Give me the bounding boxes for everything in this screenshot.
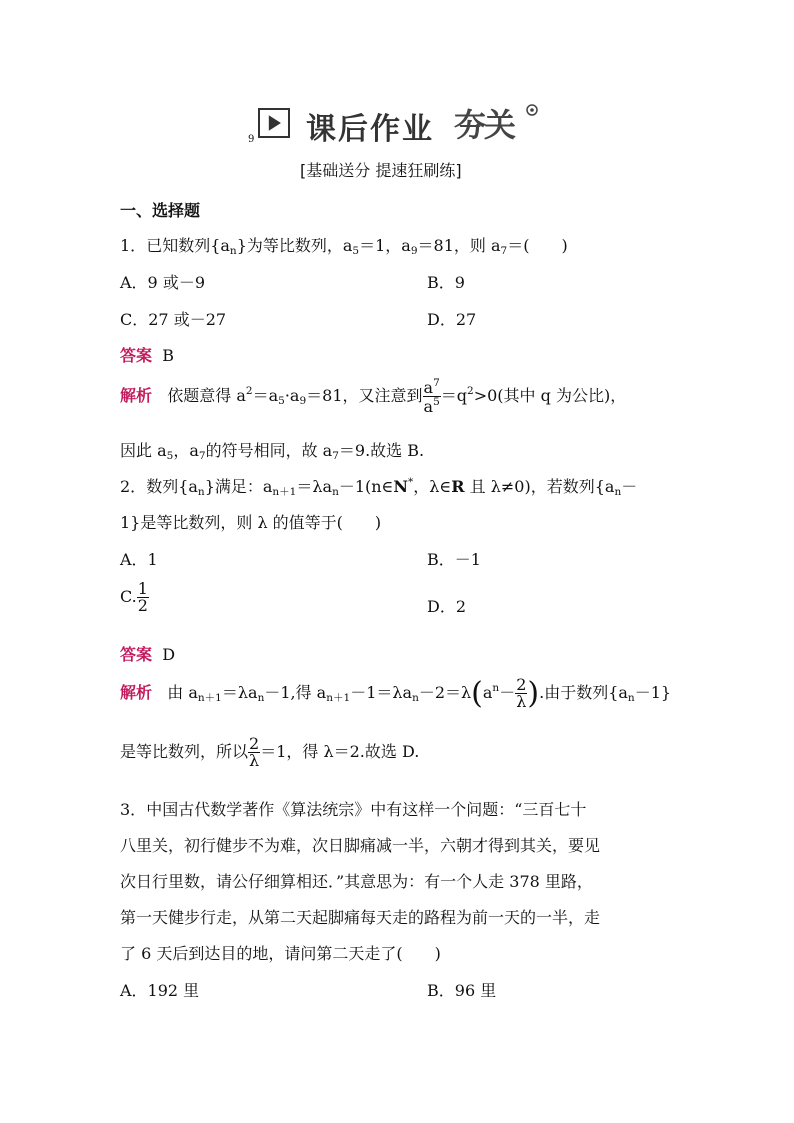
- question-3-line-3: 次日行里数，请公仔细算相还．”其意思为：有一个人走 378 里路，: [120, 872, 593, 891]
- question-3-line-1: 3．中国古代数学著作《算法统宗》中有这样一个问题：“三百七十: [120, 800, 587, 819]
- q2-option-d: D．2: [427, 597, 467, 616]
- question-3-line-5: 了 6 天后到达目的地，请问第二天走了( ): [120, 944, 441, 963]
- section-heading: 一、选择题: [120, 201, 201, 220]
- question-3-line-4: 第一天健步行走，从第二天起脚痛每天走的路程为前一天的一半，走: [120, 908, 601, 927]
- q1-answer: 答案 B: [120, 346, 174, 365]
- q3-option-a: A．192 里: [120, 981, 200, 1000]
- q2-analysis-line-1: 解析 由 $a_{n+1}=\lambda a_n-1$,得 $a_{n+1}-1=\lambda a_n-2=\lambda(a^n-$ $\frac{2}{\lambda}$ ).由于数列$\{a_n-1\}$: [120, 675, 672, 711]
- q1-option-c: C．27 或－27: [120, 310, 227, 329]
- page-title: 课后作业: [306, 112, 434, 147]
- ratio-fraction: $\frac{a^7}{a^5}$: [423, 377, 440, 416]
- q2-option-b: B．－1: [427, 550, 481, 569]
- page-marker: 9: [248, 134, 255, 145]
- q2-answer: 答案 D: [120, 645, 176, 664]
- svg-text:夯关: 夯关: [454, 106, 515, 142]
- q1-option-b: B．9: [427, 273, 465, 292]
- question-1-stem: 1．已知数列$\{a_n\}$为等比数列，$a_5=1$，$a_9=81$，则 $a_7=$( ): [120, 236, 568, 257]
- q2-option-c: C. $\frac{1}{2}$: [120, 579, 148, 615]
- question-3-line-2: 八里关，初行健步不为难，次日脚痛减一半，六朝才得到其关，要见: [120, 836, 601, 855]
- page-subtitle: [基础送分 提速狂刷练]: [300, 161, 462, 180]
- question-2-stem-line-2: 1}是等比数列，则 λ 的值等于( ): [120, 513, 382, 532]
- q1-analysis-line-2: 因此 $a_5$，$a_7$的符号相同，故 $a_7=9$.故选 B.: [120, 441, 425, 462]
- q3-option-b: B．96 里: [427, 981, 497, 1000]
- q2-analysis-line-2: 是等比数列，所以 $\frac{2}{\lambda}$ ＝1，得 λ＝2.故选 D.: [120, 734, 420, 770]
- question-2-stem-line-1: 2．数列$\{a_n\}$满足：$a_{n+1}=\lambda a_n-1(n\in N^*$，λ∈R 且 λ≠0)，若数列{$a_n-$: [120, 476, 638, 498]
- brand-logo: [452, 102, 544, 142]
- q2-option-a: A．1: [120, 550, 158, 569]
- q1-analysis-line-1: 解析 依题意得 $a^2=a_5\cdot a_9=81$，又注意到 $\frac{a^7}{a^5}$ $=q^2>0$(其中 q 为公比)，: [120, 377, 627, 416]
- q1-option-d: D．27: [427, 310, 477, 329]
- q1-option-a: A．9 或－9: [120, 273, 206, 292]
- play-icon: [258, 108, 290, 138]
